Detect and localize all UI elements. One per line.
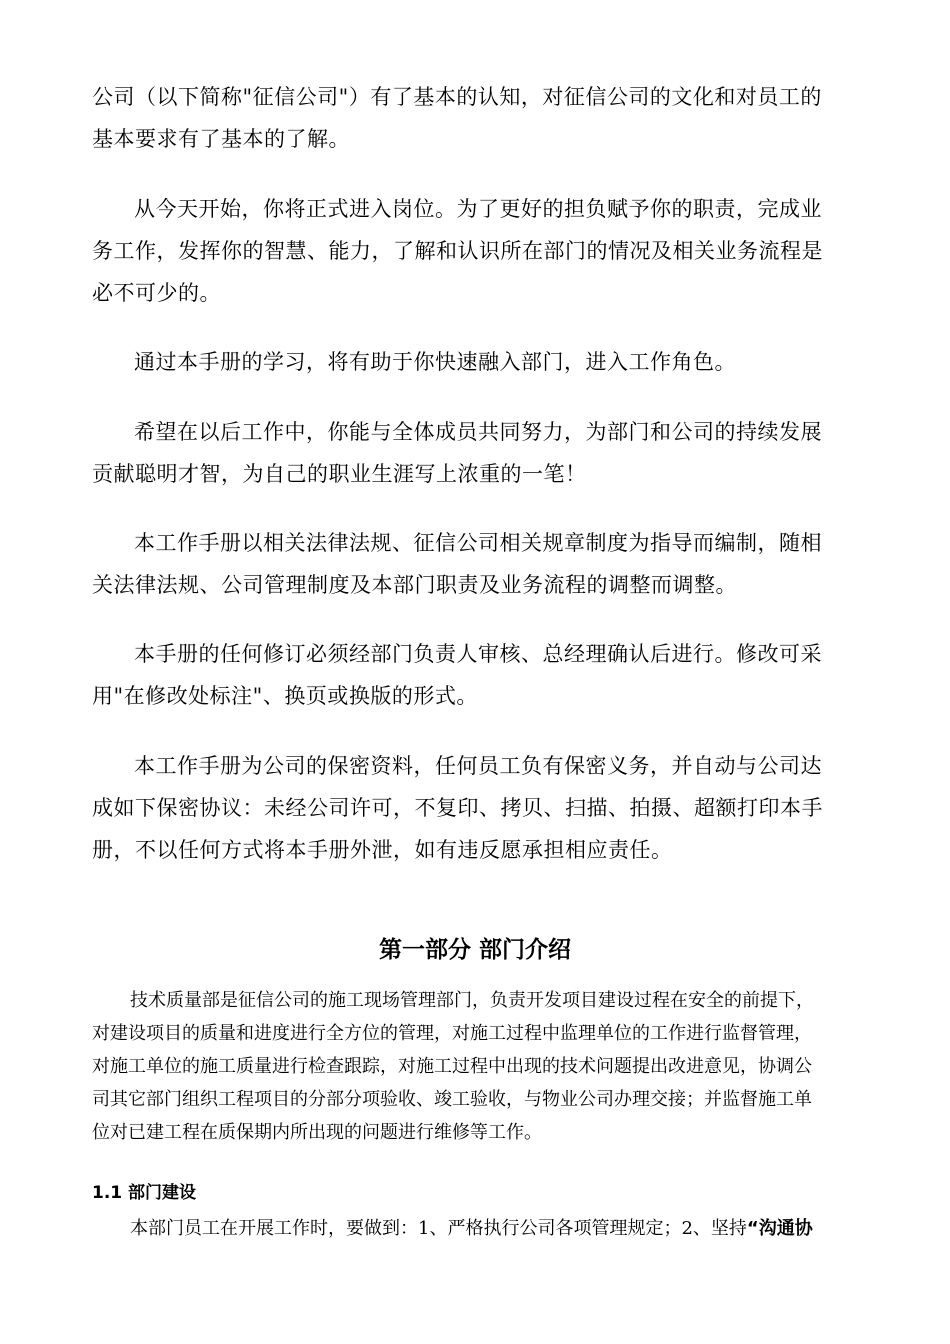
building-text: 本部门员工在开展工作时，要做到：1、严格执行公司各项管理规定；2、坚持 [130, 1218, 747, 1239]
text-line: 务工作，发挥你的智慧、能力，了解和认识所在部门的情况及相关业务流程是 [92, 239, 823, 263]
text-line: 希望在以后工作中，你能与全体成员共同努力，为部门和公司的持续发展 [134, 420, 822, 444]
text-line: 本工作手册为公司的保密资料，任何员工负有保密义务，并自动与公司达 [134, 754, 822, 778]
text-line: 基本要求有了基本的了解。 [92, 127, 350, 151]
intro-paragraph-1 [92, 76, 862, 160]
text-line: 本手册的任何修订必须经部门负责人审核、总经理确认后进行。修改可采 [134, 642, 822, 666]
department-building-paragraph [92, 1212, 862, 1245]
text-line: 通过本手册的学习，将有助于你快速融入部门，进入工作角色。 [134, 350, 736, 374]
text-line: 本工作手册以相关法律法规、征信公司相关规章制度为指导而编制，随相 [134, 531, 822, 555]
intro-paragraph-2 [92, 188, 862, 314]
text-line: 必不可少的。 [92, 281, 221, 305]
text-line: 位对已建工程在质保期内所出现的问题进行维修等工作。 [92, 1122, 542, 1143]
text-line: 用"在修改处标注"、换页或换版的形式。 [92, 684, 478, 708]
text-line: 成如下保密协议：未经公司许可，不复印、拷贝、扫描、拍摄、超额打印本手 [92, 796, 823, 820]
text-line: 司其它部门组织工程项目的分部分项验收、竣工验收，与物业公司办理交接；并监督施工单 [92, 1089, 812, 1110]
intro-paragraph-4 [92, 411, 862, 495]
section-title: 第一部分 部门介绍 [378, 937, 571, 963]
building-emphasis: “沟通协 [746, 1218, 813, 1239]
intro-paragraph-7 [92, 745, 862, 871]
text-line: 贡献聪明才智，为自己的职业生涯写上浓重的一笔！ [92, 462, 587, 486]
subsection-heading: 1.1 部门建设 [92, 1183, 197, 1203]
intro-paragraph-3 [92, 341, 862, 383]
text-line: 册，不以任何方式将本手册外泄，如有违反愿承担相应责任。 [92, 838, 673, 862]
text-line: 关法律法规、公司管理制度及本部门职责及业务流程的调整而调整。 [92, 573, 737, 597]
intro-paragraph-5 [92, 522, 862, 606]
text-line: 公司（以下简称"征信公司"）有了基本的认知，对征信公司的文化和对员工的 [92, 85, 822, 109]
text-line: 对施工单位的施工质量进行检查跟踪，对施工过程中出现的技术问题提出改进意见，协调公 [92, 1056, 812, 1077]
text-line [92, 1212, 862, 1245]
text-line: 从今天开始，你将正式进入岗位。为了更好的担负赋予你的职责，完成业 [134, 197, 822, 221]
text-line: 技术质量部是征信公司的施工现场管理部门，负责开发项目建设过程在安全的前提下， [130, 990, 814, 1011]
text-line: 对建设项目的质量和进度进行全方位的管理，对施工过程中监理单位的工作进行监督管理， [92, 1023, 812, 1044]
intro-paragraph-6 [92, 633, 862, 717]
section-description [92, 984, 862, 1149]
